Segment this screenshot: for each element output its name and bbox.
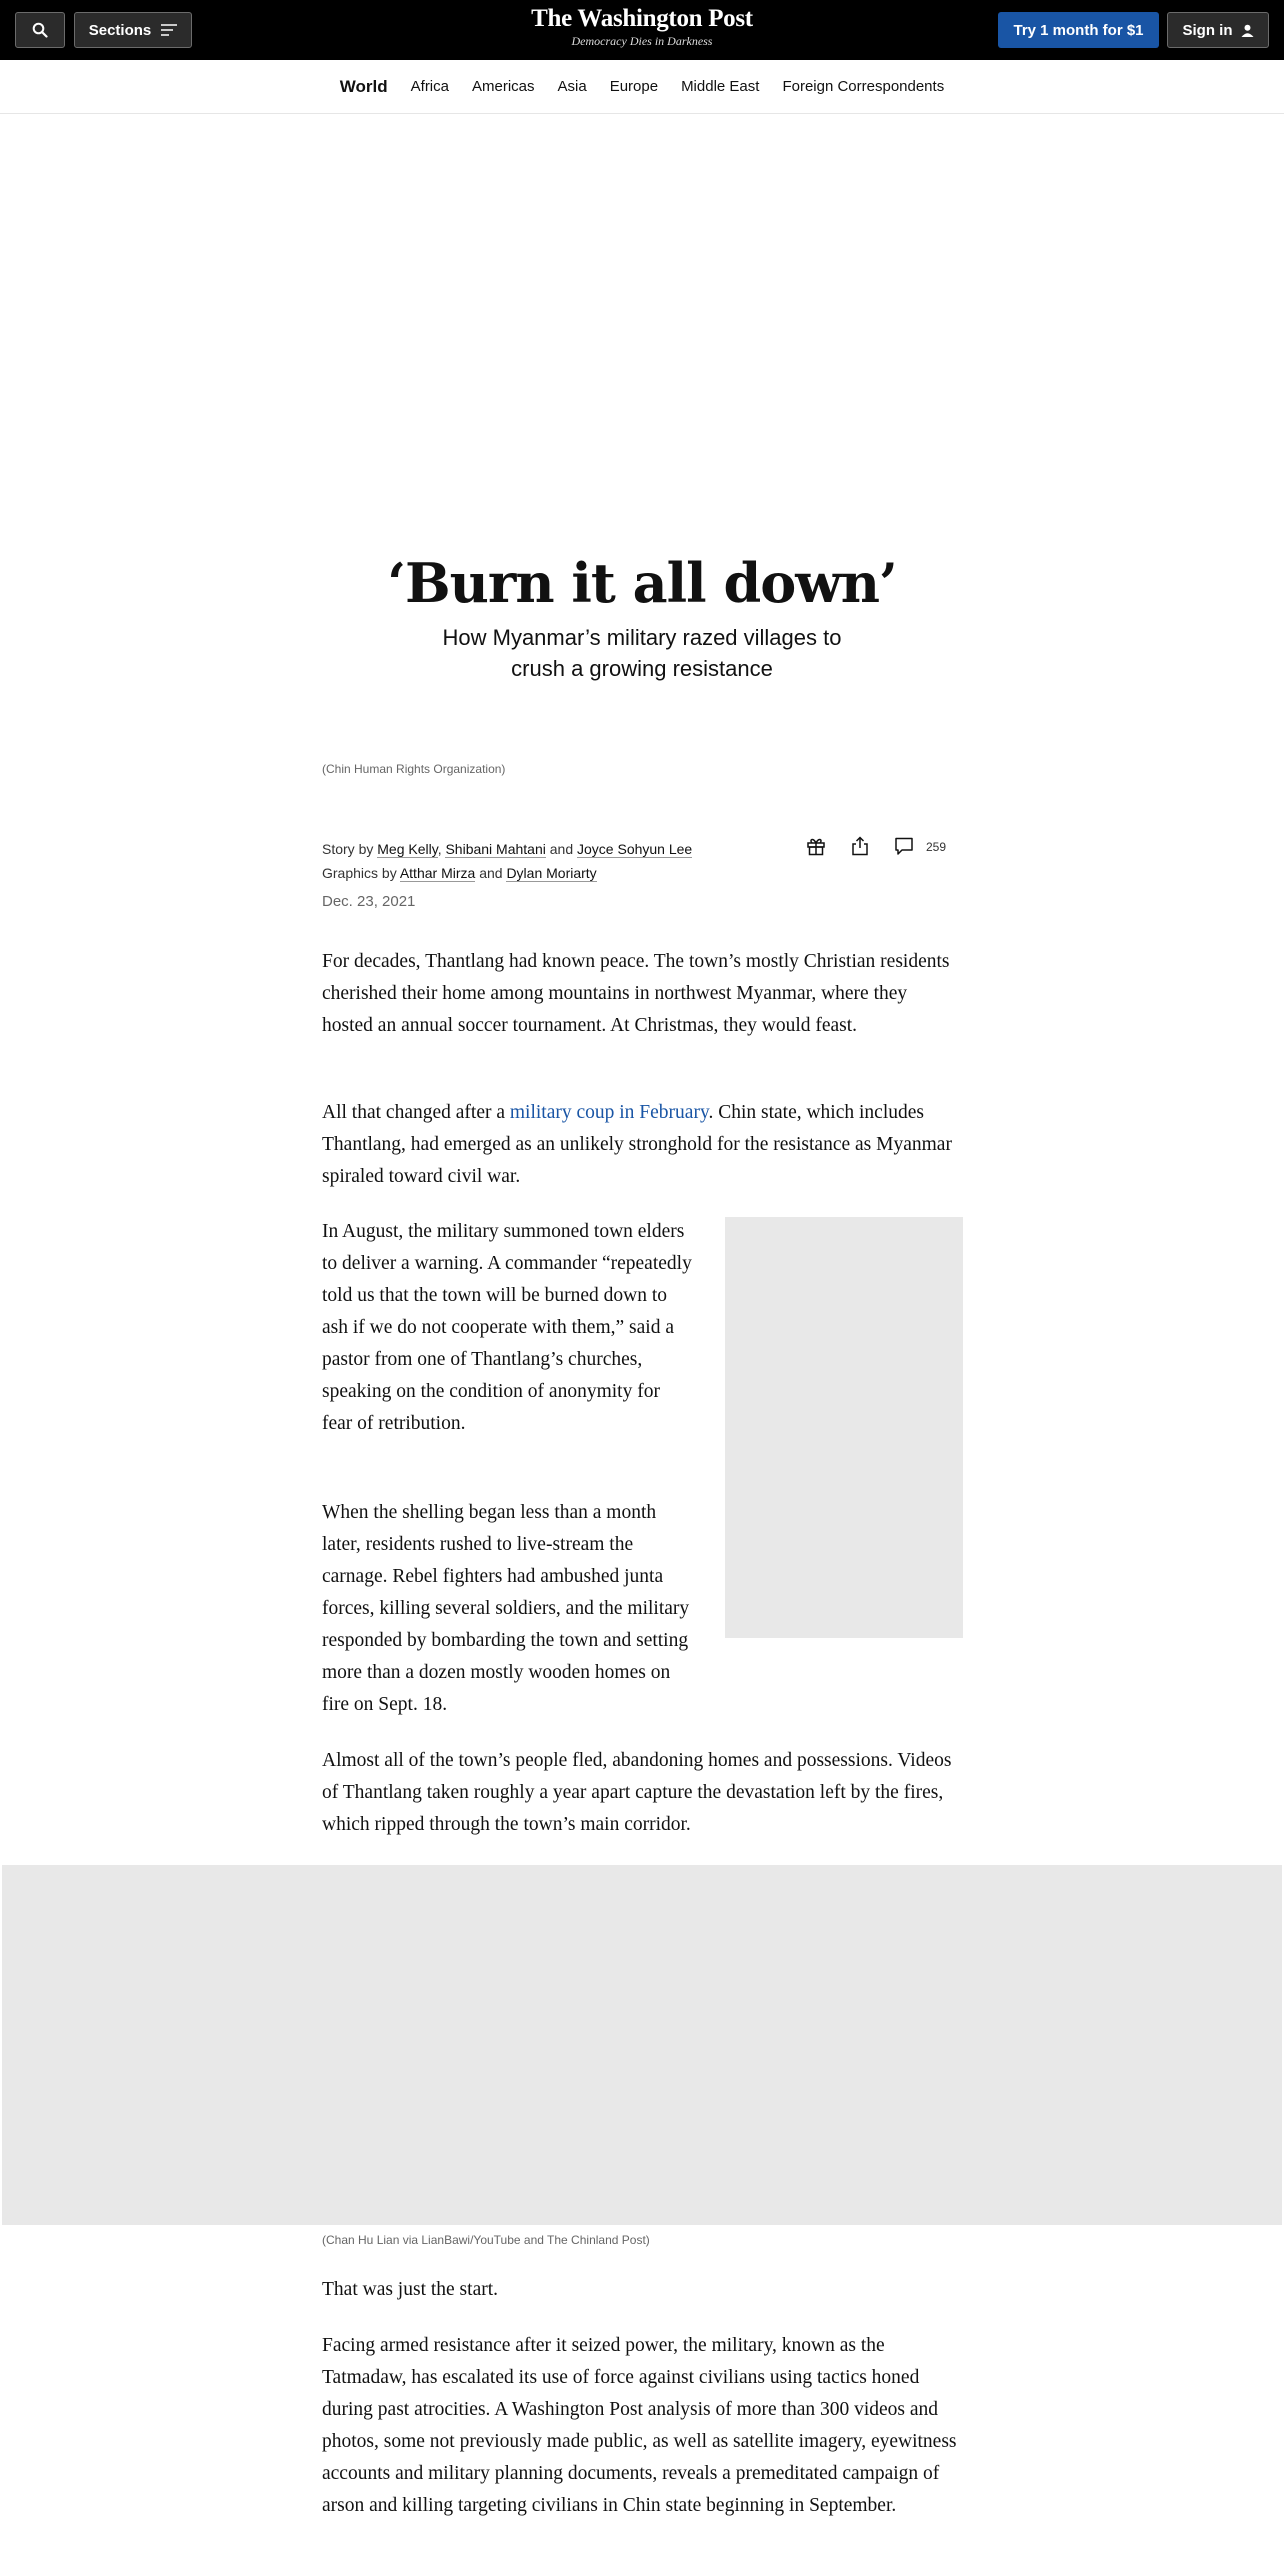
story-prefix: Story by	[322, 841, 374, 857]
nav-item-africa[interactable]: Africa	[410, 78, 449, 95]
video-credit: (Chan Hu Lian via LianBawi/YouTube and The Chinland Post)	[322, 2233, 650, 2247]
share-button[interactable]	[848, 834, 872, 858]
site-logo[interactable]	[492, 4, 792, 48]
graphics-prefix: Graphics by	[322, 865, 397, 881]
and-text: and	[549, 841, 574, 857]
hero-photo-credit: (Chin Human Rights Organization)	[322, 762, 506, 776]
article-paragraph: When the shelling began less than a month later, residents rushed to live-stream the carnage. Rebel fighters had ambushed junta forces, killing several soldiers, and the military responded by bombarding the town and setting more than a dozen mostly wooden homes on fire on Sept. 18.	[322, 1502, 690, 1715]
author-link[interactable]: Dylan Moriarty	[506, 865, 597, 881]
section-nav	[0, 60, 1284, 114]
gift-icon	[806, 836, 826, 856]
nav-item-europe[interactable]: Europe	[609, 78, 659, 95]
article-dek: How Myanmar’s military razed villages to crush a growing resistance	[442, 625, 842, 681]
vertical-video-placeholder[interactable]	[725, 1217, 963, 1638]
menu-icon	[161, 24, 177, 36]
comparison-video-placeholder[interactable]	[2, 1865, 1282, 2225]
nav-item-asia[interactable]: Asia	[557, 78, 587, 95]
publish-date: Dec. 23, 2021	[322, 893, 416, 910]
subscribe-button[interactable]: Try 1 month for $1	[998, 12, 1159, 48]
author-link[interactable]: Joyce Sohyun Lee	[577, 841, 693, 857]
and-text: and	[479, 865, 503, 881]
story-byline: Story by Meg Kelly, Shibani Mahtani and Joyce Sohyun Lee	[322, 841, 693, 857]
nav-item-foreign-correspondents[interactable]: Foreign Correspondents	[782, 78, 945, 95]
comment-icon	[894, 836, 914, 856]
article-paragraph: Almost all of the town’s people fled, abandoning homes and possessions. Videos of Thantlang taken roughly a year apart capture the devastation left by the fires, which ripped through the town’s main corridor.	[322, 1750, 952, 1835]
nav-item-middle-east[interactable]: Middle East	[681, 78, 760, 95]
share-icon	[850, 836, 870, 856]
user-icon	[1241, 24, 1254, 37]
comments-button[interactable]	[892, 834, 916, 858]
graphics-byline	[322, 861, 772, 885]
article-paragraph: For decades, Thantlang had known peace. The town’s mostly Christian residents cherished their home among mountains in northwest Myanmar, where they hosted an annual soccer tournament. At Christmas, they would feast.	[322, 951, 950, 1036]
coup-link[interactable]: military coup in February	[509, 1102, 709, 1123]
tagline: Democracy Dies in Darkness	[571, 34, 713, 48]
gift-article-button[interactable]	[804, 834, 828, 858]
paragraph-text: All that changed after a	[322, 1102, 510, 1123]
search-button[interactable]	[15, 12, 65, 48]
byline	[322, 837, 772, 885]
sections-label: Sections	[88, 21, 152, 39]
author-link[interactable]: Atthar Mirza	[399, 865, 476, 881]
article-headline: ‘Burn it all down’	[387, 551, 897, 615]
comment-count: 259	[926, 840, 947, 854]
article-paragraph: That was just the start.	[322, 2279, 499, 2300]
article-paragraph: Facing armed resistance after it seized power, the military, known as the Tatmadaw, has escalated its use of force against civilians using tactics honed during past atrocities. A Washington Post analysis of more than 300 videos and photos, some not previously made public, as well as satellite imagery, eyewitness accounts and military planning documents, reveals a premeditated campaign of arson and killing targeting civilians in Chin state beginning in September.	[322, 2335, 957, 2516]
nav-item-world[interactable]: World	[339, 76, 388, 96]
article-paragraph	[322, 1097, 962, 1193]
masthead: The Washington Post	[531, 5, 753, 32]
author-link[interactable]: Meg Kelly	[377, 841, 438, 857]
article-paragraph: In August, the military summoned town elders to deliver a warning. A commander “repeatedly told us that the town will be burned down to ash if we do not cooperate with them,” said a pastor from one of Thantlang’s churches, speaking on the condition of anonymity for fear of retribution.	[322, 1221, 692, 1434]
signin-button[interactable]	[1167, 12, 1269, 48]
paragraph-text: . Chin state, which includes Thantlang, had emerged as an unlikely stronghold for the resistance as Myanmar spiraled toward civil war.	[322, 1102, 952, 1187]
search-icon	[32, 22, 48, 38]
sections-button[interactable]	[74, 12, 192, 48]
signin-label: Sign in	[1182, 21, 1233, 39]
top-header	[0, 0, 1284, 60]
author-link[interactable]: Shibani Mahtani	[445, 841, 546, 857]
nav-item-americas[interactable]: Americas	[471, 78, 535, 95]
